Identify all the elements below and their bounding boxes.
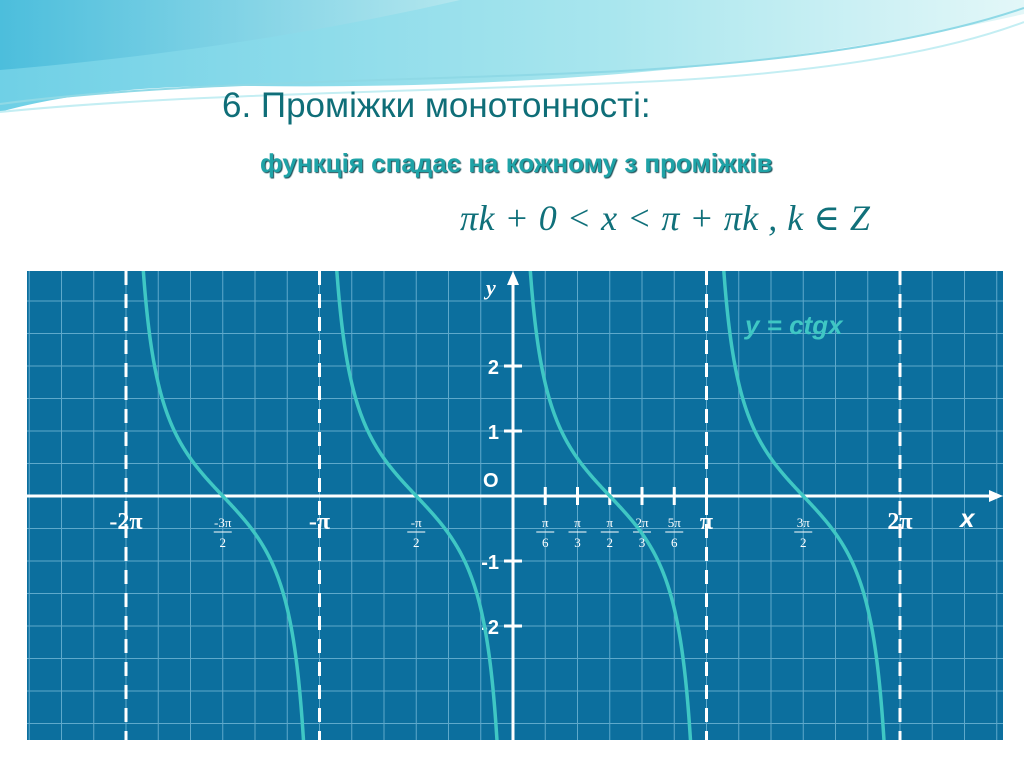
x-fraction-numerator: π <box>541 515 549 530</box>
slide-title: 6. Проміжки монотонності: <box>222 86 651 125</box>
y-tick-label: -2 <box>481 617 499 639</box>
origin-label: O <box>483 470 499 492</box>
x-fraction-denominator: 6 <box>542 535 549 550</box>
y-tick-label: 1 <box>487 422 499 444</box>
x-axis-label: x <box>960 503 975 533</box>
x-tick-label: -π <box>308 509 331 535</box>
x-fraction-numerator: -3π <box>214 515 232 530</box>
plot-background <box>27 271 1003 740</box>
x-fraction-numerator: 5π <box>667 515 681 530</box>
x-tick-label: 2π <box>887 509 913 535</box>
function-label: y = ctgx <box>745 310 843 340</box>
x-fraction-numerator: 3π <box>796 515 810 530</box>
x-tick-label: π <box>699 509 714 535</box>
y-tick-label: 2 <box>487 357 499 379</box>
x-fraction-denominator: 2 <box>413 535 420 550</box>
x-fraction-numerator: -π <box>410 515 422 530</box>
x-fraction-denominator: 2 <box>800 535 807 550</box>
x-fraction-denominator: 3 <box>574 535 581 550</box>
x-fraction-denominator: 2 <box>606 535 613 550</box>
slide-subtitle: функція спадає на кожному з проміжків <box>260 148 773 178</box>
y-axis-label: y <box>486 275 496 300</box>
x-fraction-numerator: π <box>574 515 581 530</box>
x-fraction-numerator: π <box>606 515 614 530</box>
y-tick-label: -1 <box>481 552 499 574</box>
x-fraction-numerator: 2π <box>635 515 649 530</box>
x-fraction-denominator: 2 <box>219 535 226 550</box>
monotonicity-formula: πk + 0 < x < π + πk , k ∈ Z <box>460 198 871 238</box>
cotangent-graph <box>27 271 1003 740</box>
x-fraction-denominator: 3 <box>638 535 646 550</box>
x-tick-label: -2π <box>109 509 143 535</box>
x-fraction-denominator: 6 <box>670 535 678 550</box>
